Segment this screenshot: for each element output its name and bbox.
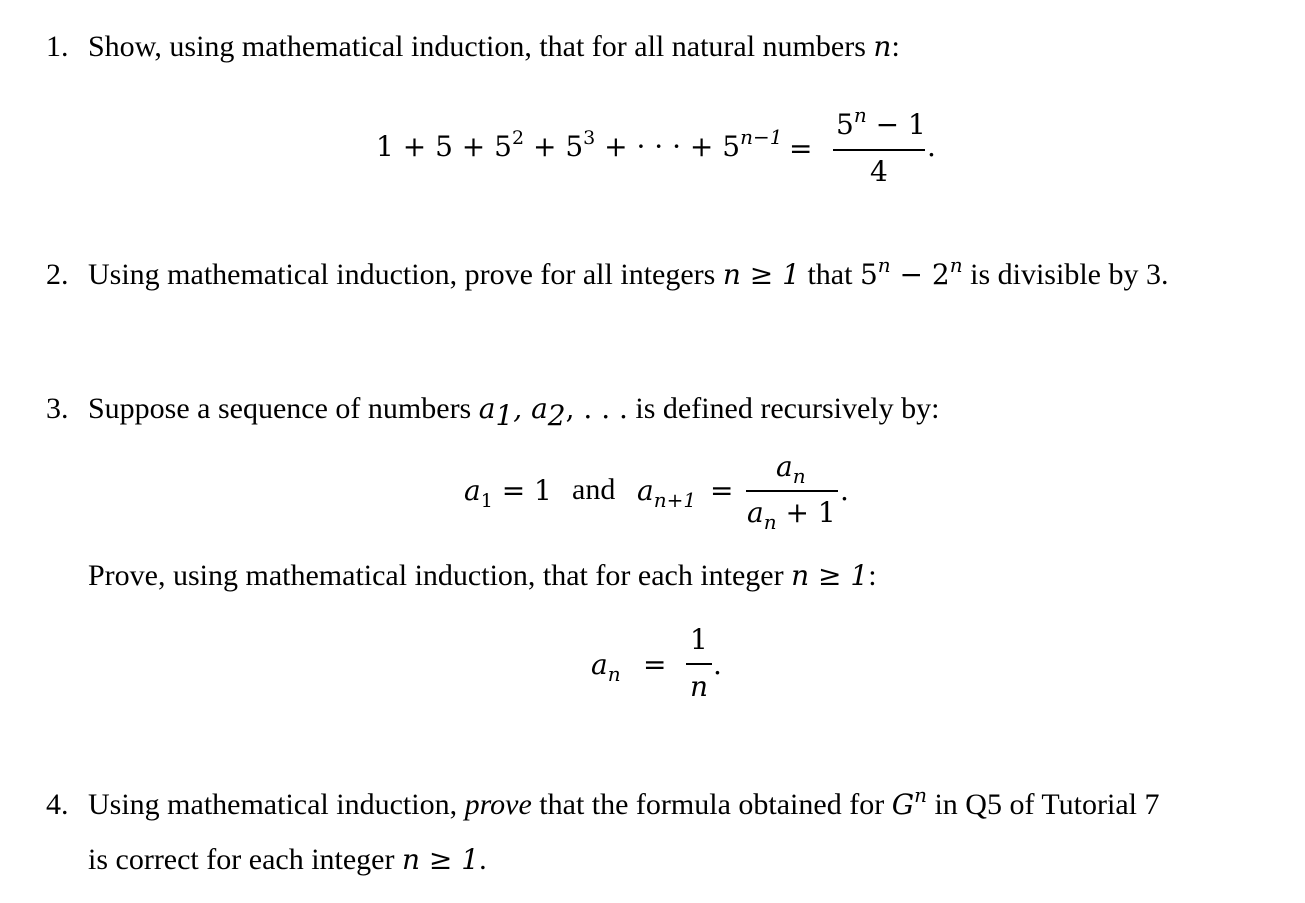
q3-result-an bbox=[591, 648, 621, 686]
q2-text-c: is divisible by 3. bbox=[970, 258, 1169, 291]
q3-def-fraction-bar bbox=[746, 490, 838, 492]
q1-number: 1. bbox=[46, 30, 69, 63]
q3-seq-sep: , a bbox=[513, 392, 548, 425]
q3-frac-num-sub: n bbox=[792, 464, 806, 488]
q3-def-an: a bbox=[637, 474, 654, 507]
q3-text bbox=[88, 392, 940, 432]
q3-result-den: n bbox=[690, 670, 709, 703]
q3-seq-rest: , . . . bbox=[565, 392, 628, 425]
q4-G: G bbox=[891, 788, 915, 821]
q3-number: 3. bbox=[46, 392, 69, 425]
q1-lhs-exp1: 2 bbox=[511, 127, 525, 149]
q3-def-frac-den bbox=[747, 496, 836, 534]
q1-lhs bbox=[376, 125, 783, 163]
q3-def-a1 bbox=[464, 474, 552, 512]
q3-def-a-sub: 1 bbox=[480, 490, 493, 512]
q3-sequence bbox=[478, 392, 628, 432]
q3-frac-den-sub: n bbox=[763, 510, 777, 534]
q1-num-rest: − 1 bbox=[866, 108, 926, 141]
q1-num-base: 5 bbox=[836, 108, 854, 141]
q3-res-a: a bbox=[591, 648, 608, 681]
q3-text-a: Suppose a sequence of numbers bbox=[88, 392, 472, 425]
q4-line2-text: is correct for each integer bbox=[88, 843, 395, 876]
q1-frac-denominator: 4 bbox=[870, 155, 888, 188]
q4-line2-math: n ≥ 1 bbox=[402, 843, 480, 876]
q1-text bbox=[88, 32, 900, 62]
q3-result-period: . bbox=[713, 648, 722, 681]
q3-def-eq1: = 1 bbox=[492, 474, 552, 507]
q1-fraction-bar bbox=[833, 149, 925, 151]
q2-exp1: n bbox=[877, 253, 891, 277]
q4-text-a: Using mathematical induction, bbox=[88, 788, 458, 821]
q2-text-b: that bbox=[807, 258, 853, 291]
q3-prove-text: Prove, using mathematical induction, that for each integer bbox=[88, 559, 784, 592]
q1-lhs-part1: 1 + 5 + 5 bbox=[376, 130, 512, 163]
q3-def-and: and bbox=[572, 473, 616, 506]
q4-text-c: in Q5 of Tutorial 7 bbox=[934, 788, 1160, 821]
q3-def-period: . bbox=[840, 474, 849, 507]
q1-lhs-part3: + · · · + 5 bbox=[595, 130, 741, 163]
q4-G-power bbox=[891, 783, 927, 821]
q3-prove-math: n ≥ 1 bbox=[791, 559, 869, 592]
q2-exp2: n bbox=[949, 253, 963, 277]
q1-num-exp: n bbox=[853, 103, 867, 127]
q1-colon: : bbox=[891, 30, 900, 63]
q4-prove-word: prove bbox=[464, 788, 532, 821]
q3-result-fraction-bar bbox=[686, 663, 712, 665]
q3-result-eq: = bbox=[643, 648, 667, 681]
q1-frac-numerator bbox=[836, 103, 926, 141]
q1-lhs-exp3: n−1 bbox=[740, 125, 783, 149]
q3-prove-line bbox=[88, 561, 877, 591]
q1-equals: = bbox=[789, 132, 813, 165]
q3-def-an1 bbox=[637, 474, 697, 512]
q3-result-num: 1 bbox=[690, 623, 708, 656]
q3-frac-den-a: a bbox=[747, 496, 764, 529]
q4-text-line2 bbox=[88, 845, 487, 875]
q3-frac-num-a: a bbox=[776, 450, 793, 483]
q3-def-an-sub: n+1 bbox=[653, 488, 697, 512]
q4-text-line1 bbox=[88, 783, 1160, 821]
q4-number: 4. bbox=[46, 788, 69, 821]
q1-var-n: n bbox=[873, 30, 892, 63]
q1-lhs-part2: + 5 bbox=[524, 130, 584, 163]
q3-res-sub: n bbox=[607, 662, 621, 686]
q2-minus-2: − 2 bbox=[890, 258, 950, 291]
q2-math-ineq: n ≥ 1 bbox=[722, 258, 800, 291]
q3-def-a: a bbox=[464, 474, 481, 507]
q3-seq-sub2: 2 bbox=[547, 399, 566, 432]
q2-expression bbox=[859, 253, 963, 291]
q4-line2-period: . bbox=[479, 843, 487, 876]
q4-text-b: that the formula obtained for bbox=[539, 788, 885, 821]
q3-prove-colon: : bbox=[868, 559, 877, 592]
q2-text-a: Using mathematical induction, prove for all integers bbox=[88, 258, 716, 291]
q1-statement: Show, using mathematical induction, that for all natural numbers bbox=[88, 30, 866, 63]
q1-lhs-exp2: 3 bbox=[583, 127, 596, 149]
q3-seq-a: a bbox=[478, 392, 496, 425]
q3-seq-sub1: 1 bbox=[495, 399, 514, 432]
q2-number: 2. bbox=[46, 258, 69, 291]
q3-text-b: is defined recursively by: bbox=[635, 392, 940, 425]
q3-def-frac-num bbox=[776, 450, 806, 488]
q2-base1: 5 bbox=[859, 258, 878, 291]
q4-G-exp: n bbox=[914, 783, 927, 807]
q1-period: . bbox=[927, 130, 936, 163]
q3-def-eq2: = bbox=[710, 474, 734, 507]
q2-text bbox=[88, 253, 1169, 291]
q3-frac-den-rest: + 1 bbox=[776, 496, 836, 529]
